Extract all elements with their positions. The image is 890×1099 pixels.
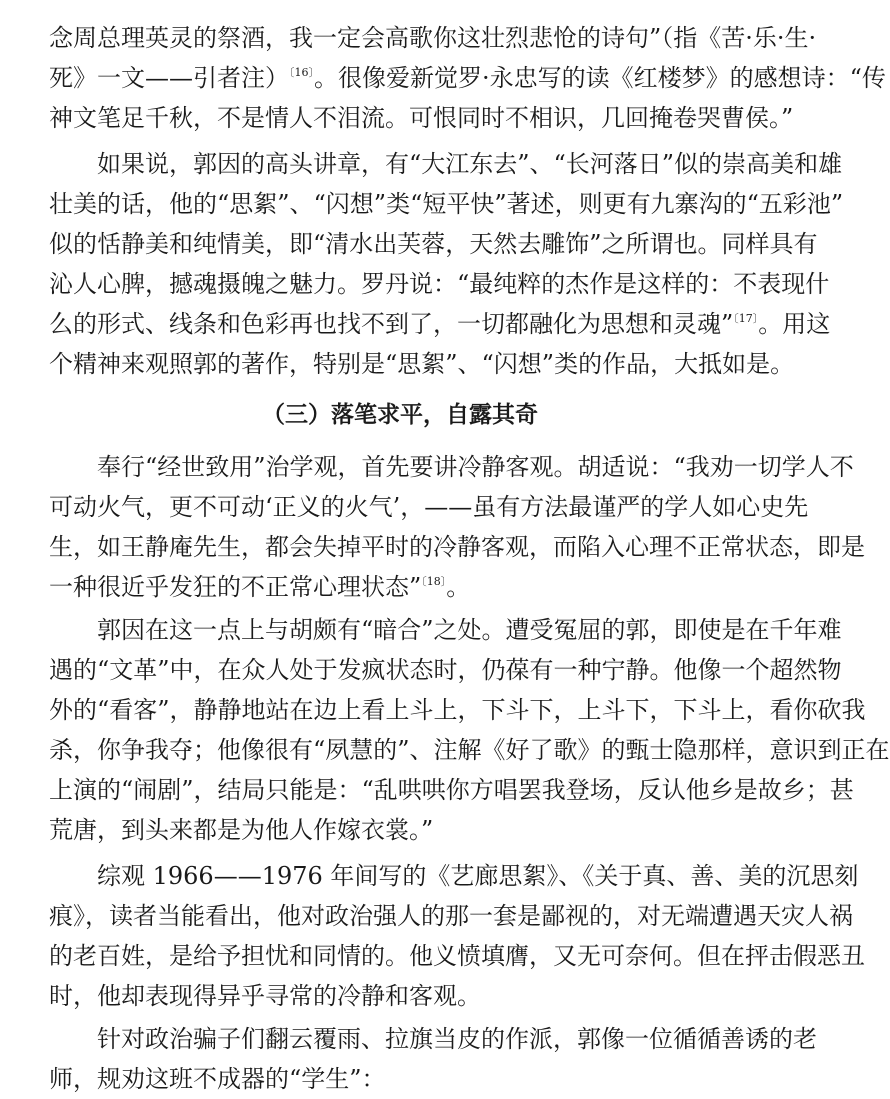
text-line: 生，如王静庵先生，都会失掉平时的冷静客观，而陷入心理不正常状态，即是 bbox=[49, 533, 865, 561]
text-line: 奉行“经世致用”治学观，首先要讲冷静客观。胡适说：“我劝一切学人不 bbox=[97, 453, 854, 481]
text-line: 上演的“闹剧”，结局只能是：“乱哄哄你方唱罢我登场，反认他乡是故乡；甚 bbox=[49, 776, 854, 804]
text-line: 的老百姓，是给予担忧和同情的。他义愤填膺，又无可奈何。但在抨击假恶丑 bbox=[49, 942, 865, 970]
text-line: 综观 1966——1976 年间写的《艺廊思絮》、《关于真、善、美的沉思刻 bbox=[97, 862, 859, 890]
text-line: 如果说，郭因的高头讲章，有“大江东去”、“长河落日”似的崇高美和雄 bbox=[97, 150, 843, 178]
text-line: 个精神来观照郭的著作，特别是“思絮”、“闪想”类的作品，大抵如是。 bbox=[49, 350, 795, 378]
text-line: 痕》，读者当能看出，他对政治强人的那一套是鄙视的，对无端遭遇天灾人祸 bbox=[49, 902, 853, 930]
text-line: 么的形式、线条和色彩再也找不到了，一切都融化为思想和灵魂”$^{〔17〕}$。用这 bbox=[49, 310, 831, 338]
text-line: 外的“看客”，静静地站在边上看上斗上，下斗下，上斗下，下斗上，看你砍我 bbox=[49, 696, 866, 724]
text-line: 一种很近乎发狂的不正常心理状态”$^{〔18〕}$。 bbox=[49, 573, 471, 601]
text-line: 荒唐，到头来都是为他人作嫁衣裳。” bbox=[49, 816, 434, 844]
text-line: 沁人心脾，撼魂摄魄之魅力。罗丹说：“最纯粹的杰作是这样的：不表现什 bbox=[49, 270, 830, 298]
text-line: 针对政治骗子们翻云覆雨、拉旗当皮的作派，郭像一位循循善诱的老 bbox=[97, 1025, 817, 1053]
text-line: 神文笔足千秋，不是情人不泪流。可恨同时不相识，几回掩卷哭曹侯。” bbox=[49, 104, 794, 132]
text-line: 念周总理英灵的祭酒，我一定会高歌你这壮烈悲怆的诗句”（指《苦·乐·生· bbox=[49, 24, 817, 52]
footnote-ref: 〔16〕 bbox=[289, 66, 314, 79]
footnote-ref: 〔18〕 bbox=[421, 575, 447, 588]
section-heading: （三）落笔求平，自露其奇 bbox=[262, 402, 538, 428]
text-line: 死》一文——引者注）$^{〔16〕}$。很像爱新觉罗·永忠写的读《红楼梦》的感想诗：“传 bbox=[49, 64, 886, 92]
text-line: 郭因在这一点上与胡颇有“暗合”之处。遭受冤屈的郭，即使是在千年难 bbox=[97, 616, 842, 644]
text-line: 似的恬静美和纯情美，即“清水出芙蓉，天然去雕饰”之所谓也。同样具有 bbox=[49, 230, 818, 258]
text-line: 时，他却表现得异乎寻常的冷静和客观。 bbox=[49, 982, 481, 1010]
text-line: 师，规劝这班不成器的“学生”： bbox=[49, 1065, 386, 1093]
text-line: 壮美的话，他的“思絮”、“闪想”类“短平快”著述，则更有九寨沟的“五彩池” bbox=[49, 190, 844, 218]
text-line: 杀，你争我夺；他像很有“夙慧的”、注解《好了歌》的甄士隐那样，意识到正在 bbox=[49, 736, 890, 764]
text-line: 可动火气，更不可动‘正义的火气’，——虽有方法最谨严的学人如心史先 bbox=[49, 493, 809, 521]
footnote-ref: 〔17〕 bbox=[733, 312, 759, 325]
text-line: 遇的“文革”中，在众人处于发疯状态时，仍葆有一种宁静。他像一个超然物 bbox=[49, 656, 842, 684]
